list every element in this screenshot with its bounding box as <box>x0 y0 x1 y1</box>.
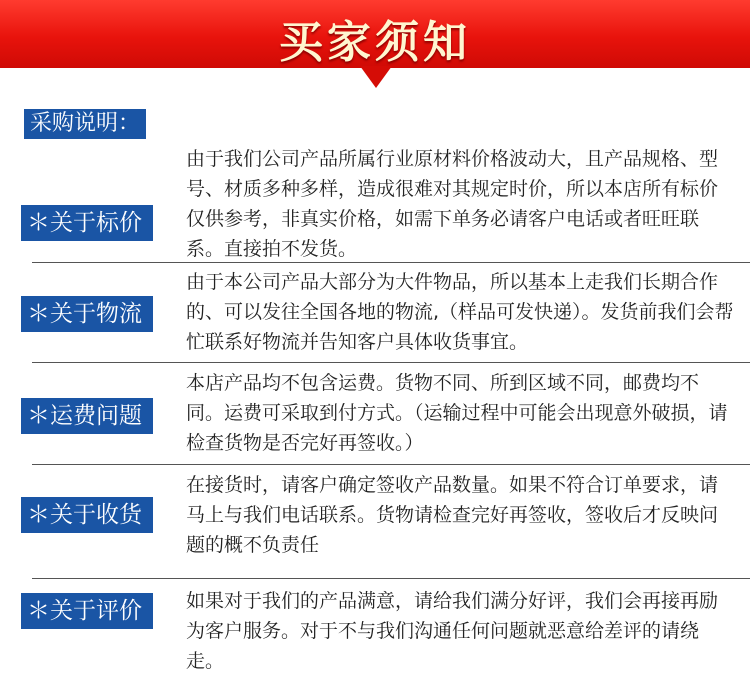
divider <box>32 262 750 263</box>
item-tag: ＊关于物流 <box>21 296 153 332</box>
item-text: 如果对于我们的产品满意，请给我们满分好评，我们会再接再励为客户服务。对于不与我们沟通任何问题就恶意给差评的请绕走。 <box>186 590 719 672</box>
item-tag: ＊关于标价 <box>21 205 153 241</box>
divider <box>32 362 750 363</box>
divider <box>32 464 750 465</box>
page-title: 买家须知 <box>279 17 471 68</box>
item-text: 由于本公司产品大部分为大件物品，所以基本上走我们长期合作的、可以发往全国各地的物流,（样品可发快递）。发货前我们会帮忙联系好物流并告知客户具体收货事宜。 <box>186 271 734 353</box>
item-text: 本店产品均不包含运费。货物不同、所到区域不同，邮费均不同。运费可采取到付方式。（运输过程中可能会出现意外破损，请检查货物是否完好再签收。） <box>186 372 728 454</box>
item-text: 由于我们公司产品所属行业原材料价格波动大，且产品规格、型号、材质多种多样，造成很难对其规定时价，所以本店所有标价仅供参考，非真实价格，如需下单务必请客户电话或者旺旺联系。直接拍不发货。 <box>186 148 719 260</box>
item-text: 在接货时，请客户确定签收产品数量。如果不符合订单要求，请马上与我们电话联系。货物请检查完好再签收，签收后才反映问题的概不负责任 <box>186 474 719 556</box>
item-tag: ＊运费问题 <box>21 398 153 434</box>
item-tag: ＊关于评价 <box>21 593 153 629</box>
item-tag: ＊关于收货 <box>21 497 153 533</box>
divider <box>32 578 750 579</box>
section-heading: 采购说明： <box>24 109 146 139</box>
